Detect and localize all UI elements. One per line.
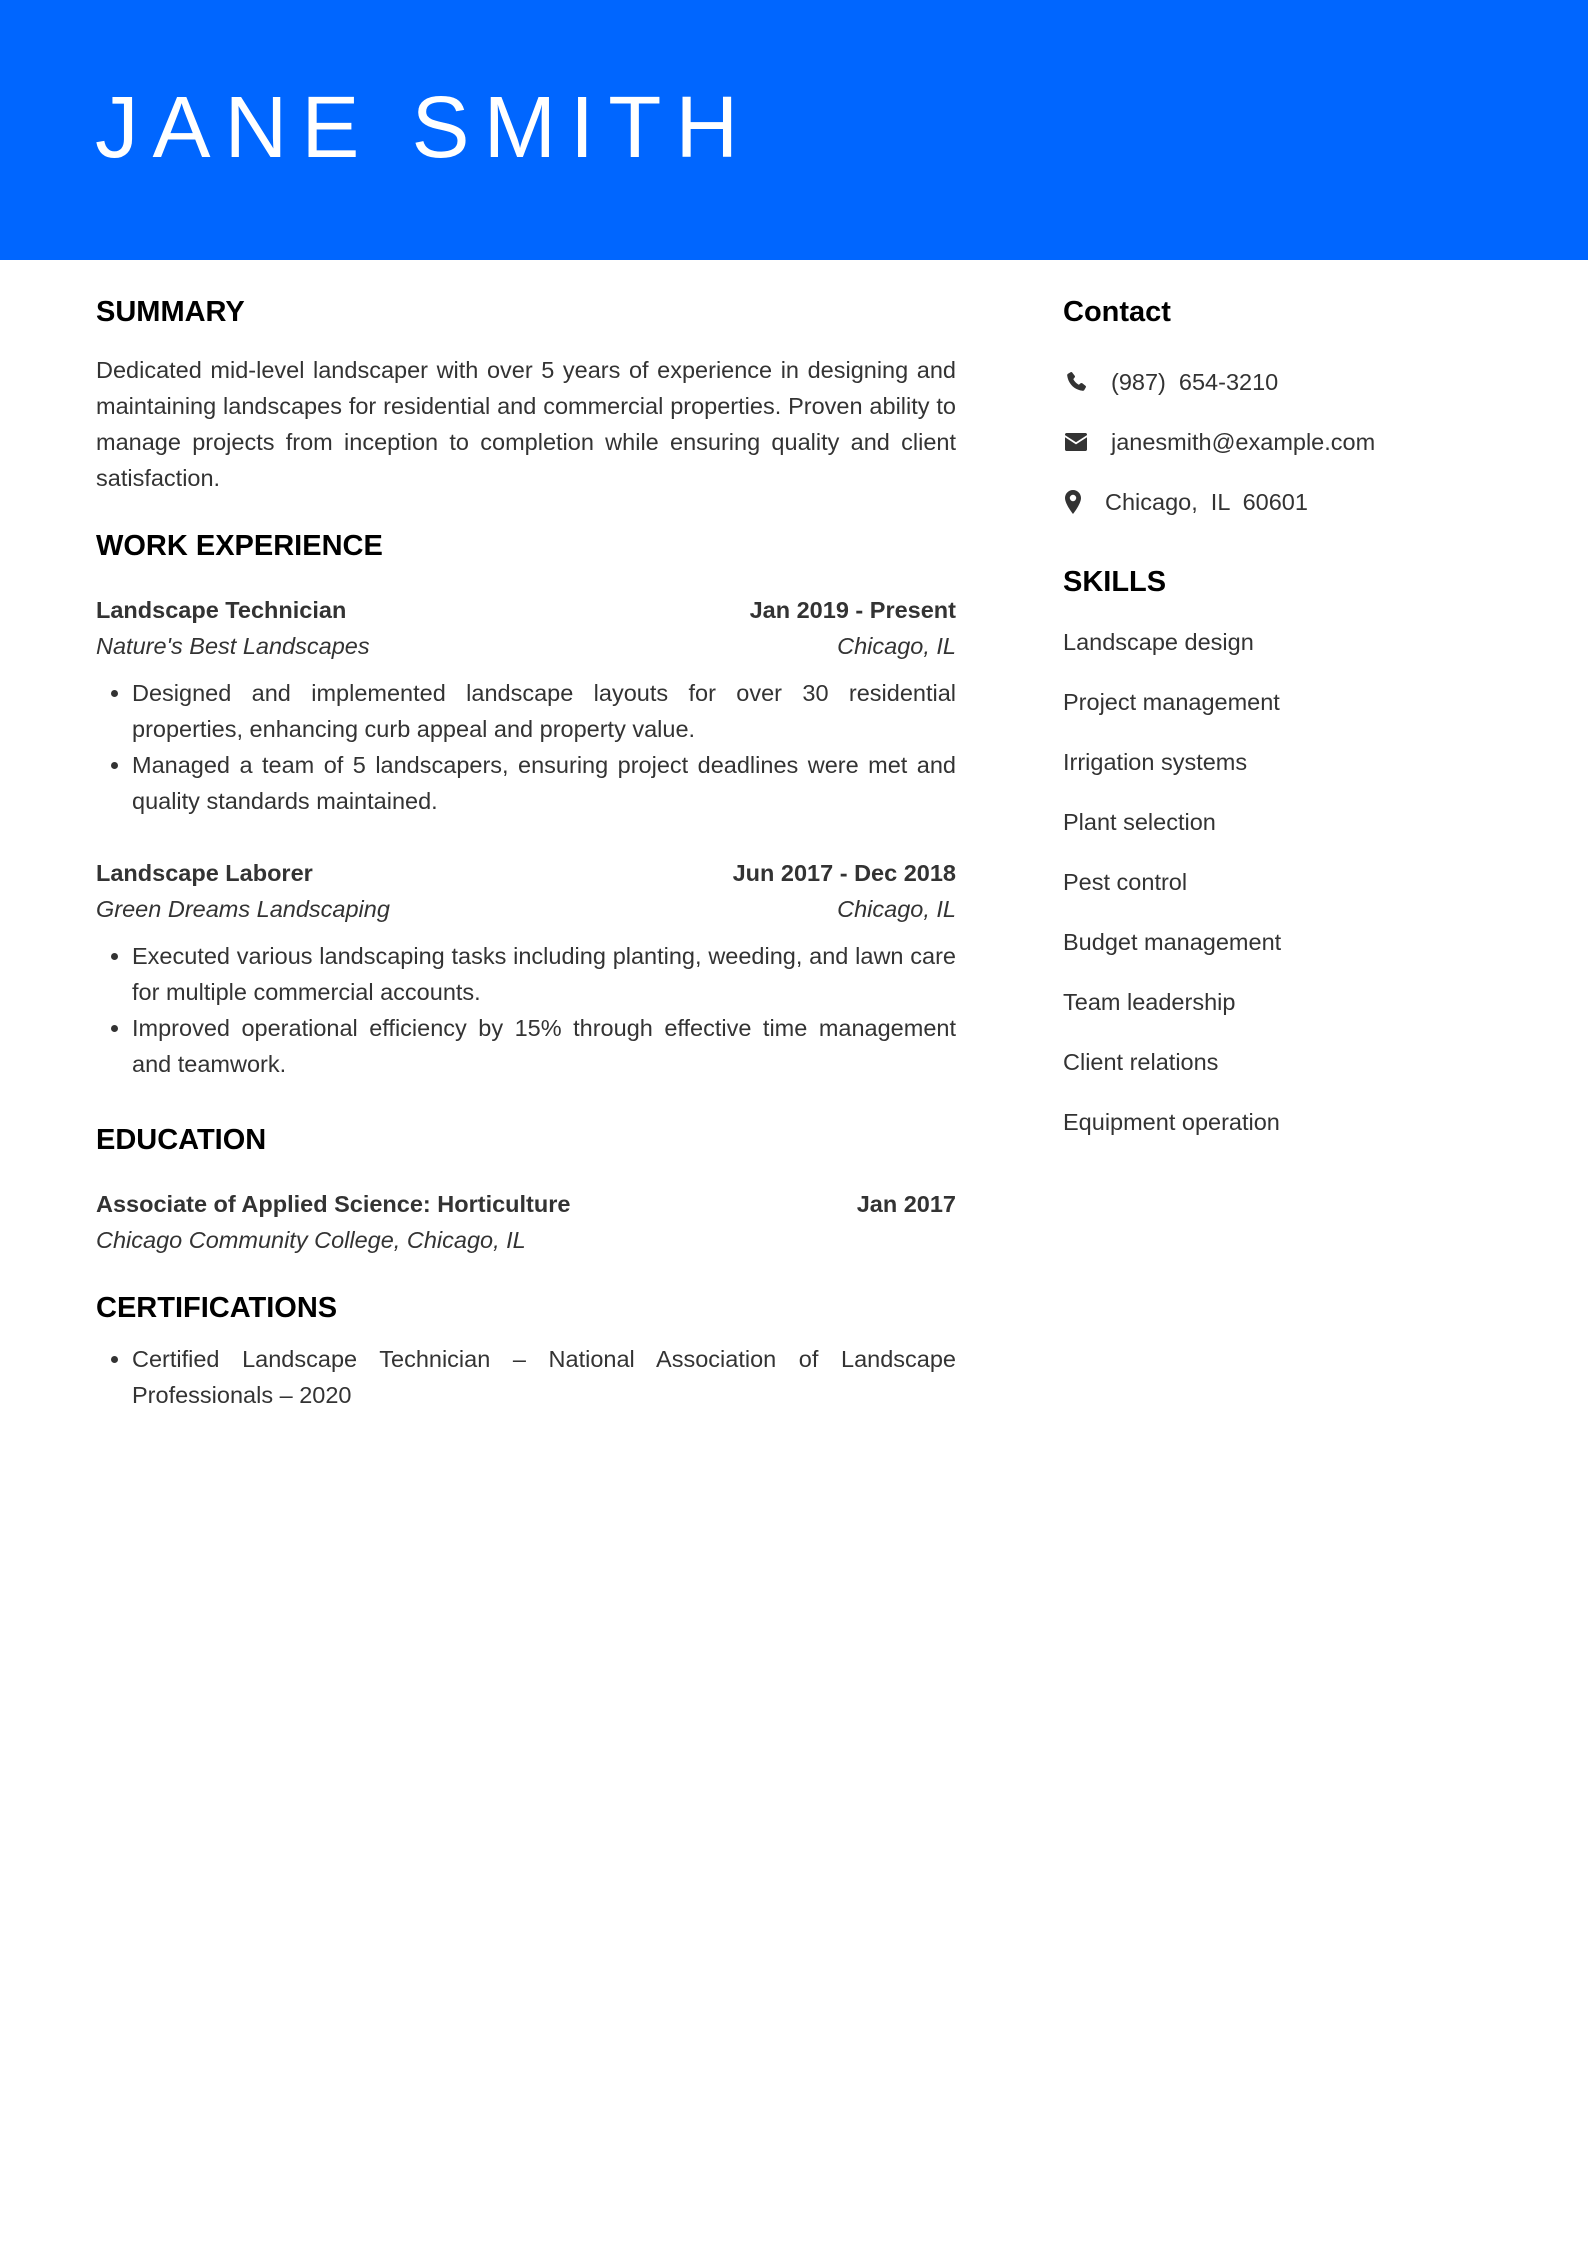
job-entry: [96, 855, 956, 1082]
skills-list: [1063, 624, 1523, 1140]
degree: Associate of Applied Science: Horticulture: [96, 1191, 571, 1217]
certifications-section: [96, 1286, 956, 1413]
contact-section: [1063, 290, 1523, 520]
education-section: [96, 1118, 956, 1258]
certifications-title: CERTIFICATIONS: [96, 1292, 338, 1324]
phone-number: (987) 654-3210: [1111, 368, 1279, 395]
skill-item: Client relations: [1063, 1049, 1219, 1075]
education-entry: [96, 1186, 956, 1258]
envelope-icon: [1063, 429, 1089, 455]
candidate-name: JANE SMITH: [95, 79, 753, 176]
job-title: Landscape Laborer: [96, 860, 313, 886]
education-date: Jan 2017: [856, 1191, 956, 1217]
job-bullet: • Designed and implemented landscape layouts for over 30 residential properties, enhancing curb appeal and property value.: [132, 675, 956, 747]
skill-item: Project management: [1063, 689, 1280, 715]
summary-section: [96, 290, 956, 496]
contact-title: Contact: [1063, 296, 1171, 328]
skill-item: Team leadership: [1063, 989, 1236, 1015]
contact-email: [1063, 424, 1523, 460]
contact-phone: [1063, 364, 1523, 400]
job-location: Chicago, IL: [837, 633, 956, 659]
header-banner: [0, 0, 1588, 260]
summary-text: Dedicated mid-level landscaper with over 5 years of experience in designing and maintaining landscapes for residential and commercial properties. Proven ability to manage projects from inception to completion while ensuring quality and client satisfaction.: [96, 357, 956, 491]
job-bullet: • Improved operational efficiency by 15% through effective time management and teamwork.: [132, 1010, 956, 1082]
skills-title: SKILLS: [1063, 566, 1167, 598]
skill-item: Budget management: [1063, 929, 1282, 955]
certification-list: [96, 1341, 956, 1413]
map-pin-icon: [1063, 489, 1083, 515]
job-entry: [96, 592, 956, 819]
email-address: janesmith@example.com: [1111, 428, 1376, 455]
job-dates: Jan 2019 - Present: [749, 597, 956, 623]
summary-title: SUMMARY: [96, 296, 245, 328]
work-experience-section: [96, 524, 956, 1082]
certification-item: • Certified Landscape Technician – National Association of Landscape Professionals – 2020: [132, 1341, 956, 1413]
job-bullets: [96, 675, 956, 819]
main-column: [96, 290, 956, 1413]
job-company: Green Dreams Landscaping: [96, 896, 390, 922]
contact-location: [1063, 484, 1523, 520]
job-bullet: • Executed various landscaping tasks including planting, weeding, and lawn care for multiple commercial accounts.: [132, 938, 956, 1010]
skills-section: [1063, 560, 1523, 1140]
school: Chicago Community College, Chicago, IL: [96, 1227, 526, 1253]
work-experience-title: WORK EXPERIENCE: [96, 530, 383, 562]
skill-item: Equipment operation: [1063, 1109, 1280, 1135]
job-dates: Jun 2017 - Dec 2018: [732, 860, 956, 886]
skill-item: Plant selection: [1063, 809, 1216, 835]
location-text: Chicago, IL 60601: [1105, 488, 1308, 515]
job-bullets: [96, 938, 956, 1082]
job-title: Landscape Technician: [96, 597, 347, 623]
job-company: Nature's Best Landscapes: [96, 633, 370, 659]
job-bullet: • Managed a team of 5 landscapers, ensuring project deadlines were met and quality standards maintained.: [132, 747, 956, 819]
skill-item: Pest control: [1063, 869, 1188, 895]
education-title: EDUCATION: [96, 1124, 267, 1156]
skill-item: Irrigation systems: [1063, 749, 1248, 775]
job-location: Chicago, IL: [837, 896, 956, 922]
skill-item: Landscape design: [1063, 629, 1254, 655]
side-column: [1063, 290, 1523, 1164]
phone-icon: [1063, 369, 1089, 395]
